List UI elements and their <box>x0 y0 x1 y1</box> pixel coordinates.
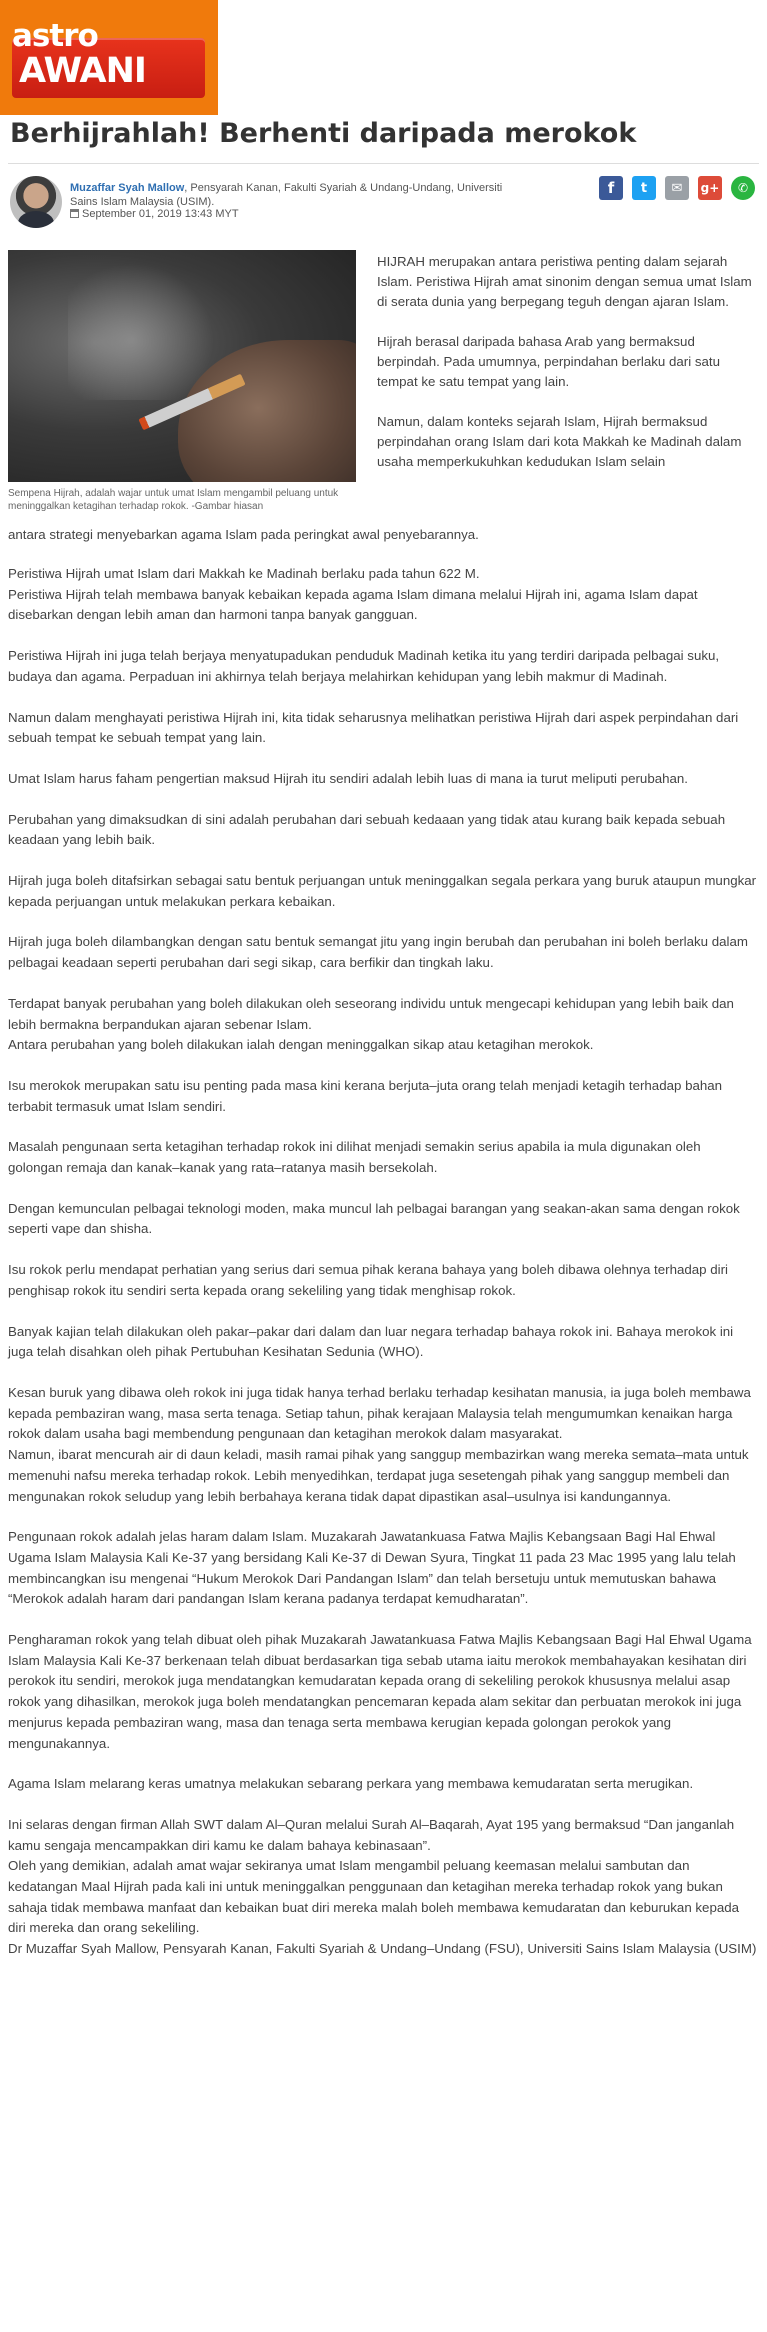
paragraph-spacer <box>8 1302 758 1322</box>
paragraph-spacer <box>8 912 758 932</box>
paragraph-spacer <box>8 974 758 994</box>
body-paragraph: Perubahan yang dimaksudkan di sini adalah perubahan dari sebuah kedaaan yang tidak atau kurang baik kepada sebuah keadaan yang lebih baik. <box>8 811 726 848</box>
body-paragraph: Pengharaman rokok yang telah dibuat oleh pihak Muzakarah Jawatankuasa Fatwa Majlis Kebangsaan Bagi Hal Ehwal Ugama Islam Malaysia Kali Ke-37 berkenaan telah dibuat berdasarkan tiga sebab utama iaitu merokok membahayakan kesihatan diri perokok itu sendiri, merokok juga mendatangkan kemudaratan kepada orang di sekeliling perokok khususnya melalui asap rokok yang dihasilkan, merokok juga boleh mendatangkan pencemaran kepada alam sekitar dan perbuatan merokok ini juga menjurus kepada pembaziran wang, masa dan tenaga serta membawa kerugian kepada golongan perokok yang mengunakannya. <box>8 1632 752 1751</box>
share-bar <box>599 176 755 200</box>
lead-paragraph: HIJRAH merupakan antara peristiwa penting dalam sejarah Islam. Peristiwa Hijrah amat sinonim dengan semua umat Islam di serata dunia yang berpegang teguh dengan ajaran Islam. <box>377 254 752 309</box>
body-paragraph: Hijrah juga boleh ditafsirkan sebagai satu bentuk perjuangan untuk meninggalkan segala perkara yang buruk ataupun mungkar kepada perjuangan untuk melakukan perkara kebaikan. <box>8 873 757 909</box>
paragraph-spacer <box>8 1507 758 1527</box>
astro-awani-logo[interactable] <box>0 0 218 115</box>
body-paragraph: Banyak kajian telah dilakukan oleh pakar–pakar dari dalam dan luar negara terhadap bahaya rokok ini. Bahaya merokok ini juga telah disahkan oleh pihak Pertubuhan Kesihatan Sedunia (WHO). <box>8 1323 734 1360</box>
date-text: September 01, 2019 13:43 MYT <box>82 208 239 220</box>
article-figure <box>8 250 356 513</box>
body-paragraph: Ini selaras dengan firman Allah SWT dalam Al–Quran melalui Surah Al–Baqarah, Ayat 195 yang bermaksud “Dan janganlah kamu sengaja mencampakkan diri kamu ke dalam bahaya kebinasaan”. <box>8 1816 735 1853</box>
paragraph-spacer <box>8 1179 758 1199</box>
email-icon[interactable]: ✉ <box>665 176 689 200</box>
facebook-icon[interactable]: f <box>599 176 623 200</box>
author-avatar[interactable] <box>10 176 62 228</box>
body-paragraph: Peristiwa Hijrah telah membawa banyak kebaikan kepada agama Islam dimana melalui Hijrah ini, agama Islam dapat disebarkan dengan lebih aman dan harmoni tanpa banyak gangguan. <box>8 586 698 623</box>
paragraph-spacer <box>8 1795 758 1815</box>
article-title: Berhijrahlah! Berhenti daripada merokok <box>10 118 637 149</box>
lead-paragraph: Hijrah berasal daripada bahasa Arab yang bermaksud berpindah. Pada umumnya, perpindahan berlaku dari satu tempat ke satu tempat yang lain. <box>377 334 720 389</box>
lead-paragraphs <box>377 252 754 472</box>
article-body <box>8 564 758 1960</box>
google-plus-icon[interactable]: g+ <box>698 176 722 200</box>
author-byline <box>70 181 510 209</box>
paragraph-spacer <box>8 851 758 871</box>
paragraph-spacer <box>8 1754 758 1774</box>
cigarette-photo <box>8 250 356 482</box>
body-paragraph: Peristiwa Hijrah ini juga telah berjaya menyatupadukan penduduk Madinah ketika itu yang terdiri daripada pelbagai suku, budaya dan agama. Perpaduan ini akhirnya telah berjaya melahirkan kehidupan yang lebih makmur di Madinah. <box>8 648 720 684</box>
paragraph-spacer <box>8 1363 758 1383</box>
paragraph-spacer <box>8 1610 758 1630</box>
author-role: , Pensyarah Kanan, Fakulti Syariah & Undang-Undang, Universiti Sains Islam Malaysia (USIM). <box>70 182 503 208</box>
body-paragraph: Hijrah juga boleh dilambangkan dengan satu bentuk semangat jitu yang ingin berubah dan perubahan ini boleh berlaku dalam pelbagai keadaan seperti perubahan dari segi sikap, cara berfikir dan tingkah laku. <box>8 934 748 971</box>
paragraph-spacer <box>8 790 758 810</box>
body-paragraph: Dr Muzaffar Syah Mallow, Pensyarah Kanan, Fakulti Syariah & Undang–Undang (FSU), Universiti Sains Islam Malaysia (USIM) <box>8 1941 757 1957</box>
body-paragraph: Peristiwa Hijrah umat Islam dari Makkah ke Madinah berlaku pada tahun 622 M. <box>8 566 480 581</box>
whatsapp-icon[interactable]: ✆ <box>731 176 755 200</box>
body-paragraph: Isu merokok merupakan satu isu penting pada masa kini kerana berjuta–juta orang telah menjadi ketagih terhadap bahan terbabit termasuk umat Islam sendiri. <box>8 1077 723 1114</box>
lead-paragraph: Namun, dalam konteks sejarah Islam, Hijrah bermaksud perpindahan orang Islam dari kota Makkah ke Madinah dalam usaha memperkukuhkan kedudukan Islam selain <box>377 414 742 469</box>
body-paragraph: Namun dalam menghayati peristiwa Hijrah ini, kita tidak seharusnya melihatkan peristiwa Hijrah dari aspek perpindahan dari sebuah tempat ke sebuah tempat yang lain. <box>8 709 739 746</box>
calendar-icon <box>70 209 79 218</box>
body-paragraph: Pengunaan rokok adalah jelas haram dalam Islam. Muzakarah Jawatankuasa Fatwa Majlis Kebangsaan Bagi Hal Ehwal Ugama Islam Malaysia Kali Ke-37 yang bersidang Kali Ke-37 di Dewan Syura, Tingkat 11 pada 23 Mac 1995 yang lalu telah membincangkan isu mengenai “Hukum Merokok Dari Pandangan Islam” dan telah bersetuju untuk memutuskan bahawa “Merokok adalah haram dari pandangan Islam kerana padanya terdapat kemudharatan”. <box>8 1529 736 1607</box>
article-date <box>70 208 239 220</box>
body-paragraph: Masalah pengunaan serta ketagihan terhadap rokok ini dilihat menjadi semakin serius apabila ia mula digunakan oleh golongan remaja dan kanak–kanak yang rata–ratanya masih bersekolah. <box>8 1139 701 1176</box>
figure-caption: Sempena Hijrah, adalah wajar untuk umat Islam mengambil peluang untuk meninggalkan ketagihan terhadap rokok. -Gambar hiasan <box>8 488 339 512</box>
logo-text-top: astro <box>12 18 98 54</box>
title-divider <box>8 163 759 164</box>
body-paragraph: Kesan buruk yang dibawa oleh rokok ini juga tidak hanya terhad berlaku terhadap kesihatan manusia, ia juga boleh membawa kepada pembaziran wang, masa serta tenaga. Setiap tahun, pihak kerajaan Malaysia telah mengumumkan kenaikan harga rokok dalam usaha bagi membendung pengunaan dan ketagihan merokok dalam masyarakat. <box>8 1384 751 1442</box>
body-paragraph: Agama Islam melarang keras umatnya melakukan sebarang perkara yang membawa kemudaratan serta merugikan. <box>8 1776 694 1792</box>
paragraph-spacer <box>8 688 758 708</box>
body-paragraph: Oleh yang demikian, adalah amat wajar sekiranya umat Islam mengambil peluang keemasan melalui sambutan dan kedatangan Maal Hijrah pada kali ini untuk meninggalkan penggunaan dan ketagihan mereka terhadap rokok yang bukan sahaja tidak membawa manfaat dan kebaikan buat diri mereka malah boleh membawa kemudaratan dan keburukan kepada diri mereka dan orang sekeliling. <box>8 1858 740 1936</box>
body-paragraph: Dengan kemunculan pelbagai teknologi moden, maka muncul lah pelbagai barangan yang seakan-akan sama dengan rokok seperti vape dan shisha. <box>8 1200 740 1237</box>
paragraph-spacer <box>8 749 758 769</box>
paragraph-spacer <box>8 1117 758 1137</box>
lead-paragraph-tail: antara strategi menyebarkan agama Islam pada peringkat awal penyebarannya. <box>8 527 479 542</box>
body-paragraph: Isu rokok perlu mendapat perhatian yang serius dari semua pihak kerana bahaya yang boleh dibawa olehnya terhadap diri penghisap rokok itu sendiri serta kepada orang sekeliling yang tidak menghisap rokok. <box>8 1262 728 1298</box>
body-paragraph: Terdapat banyak perubahan yang boleh dilakukan oleh seseorang individu untuk mengecapi kehidupan yang lebih baik dan lebih bermakna berpandukan ajaran sebenar Islam. <box>8 995 734 1032</box>
logo-text-bottom: AWANI <box>19 51 146 91</box>
paragraph-spacer <box>8 626 758 646</box>
paragraph-spacer <box>8 1240 758 1260</box>
paragraph-spacer <box>8 1056 758 1076</box>
author-link[interactable]: Muzaffar Syah Mallow <box>70 182 185 194</box>
twitter-icon[interactable]: t <box>632 176 656 200</box>
body-paragraph: Antara perubahan yang boleh dilakukan ialah dengan meninggalkan sikap atau ketagihan merokok. <box>8 1037 594 1053</box>
body-paragraph: Umat Islam harus faham pengertian maksud Hijrah itu sendiri adalah lebih luas di mana ia turut meliputi perubahan. <box>8 770 688 786</box>
body-paragraph: Namun, ibarat mencurah air di daun keladi, masih ramai pihak yang sanggup membazirkan wang mereka semata–mata untuk memenuhi nafsu mereka terhadap rokok. Lebih menyedihkan, terdapat juga sesetengah pihak yang sanggup membeli dan mengunakan rokok seludup yang lebih berbahaya kerana tidak dapat dipastikan asal–usulnya isi kandungannya. <box>8 1447 749 1504</box>
